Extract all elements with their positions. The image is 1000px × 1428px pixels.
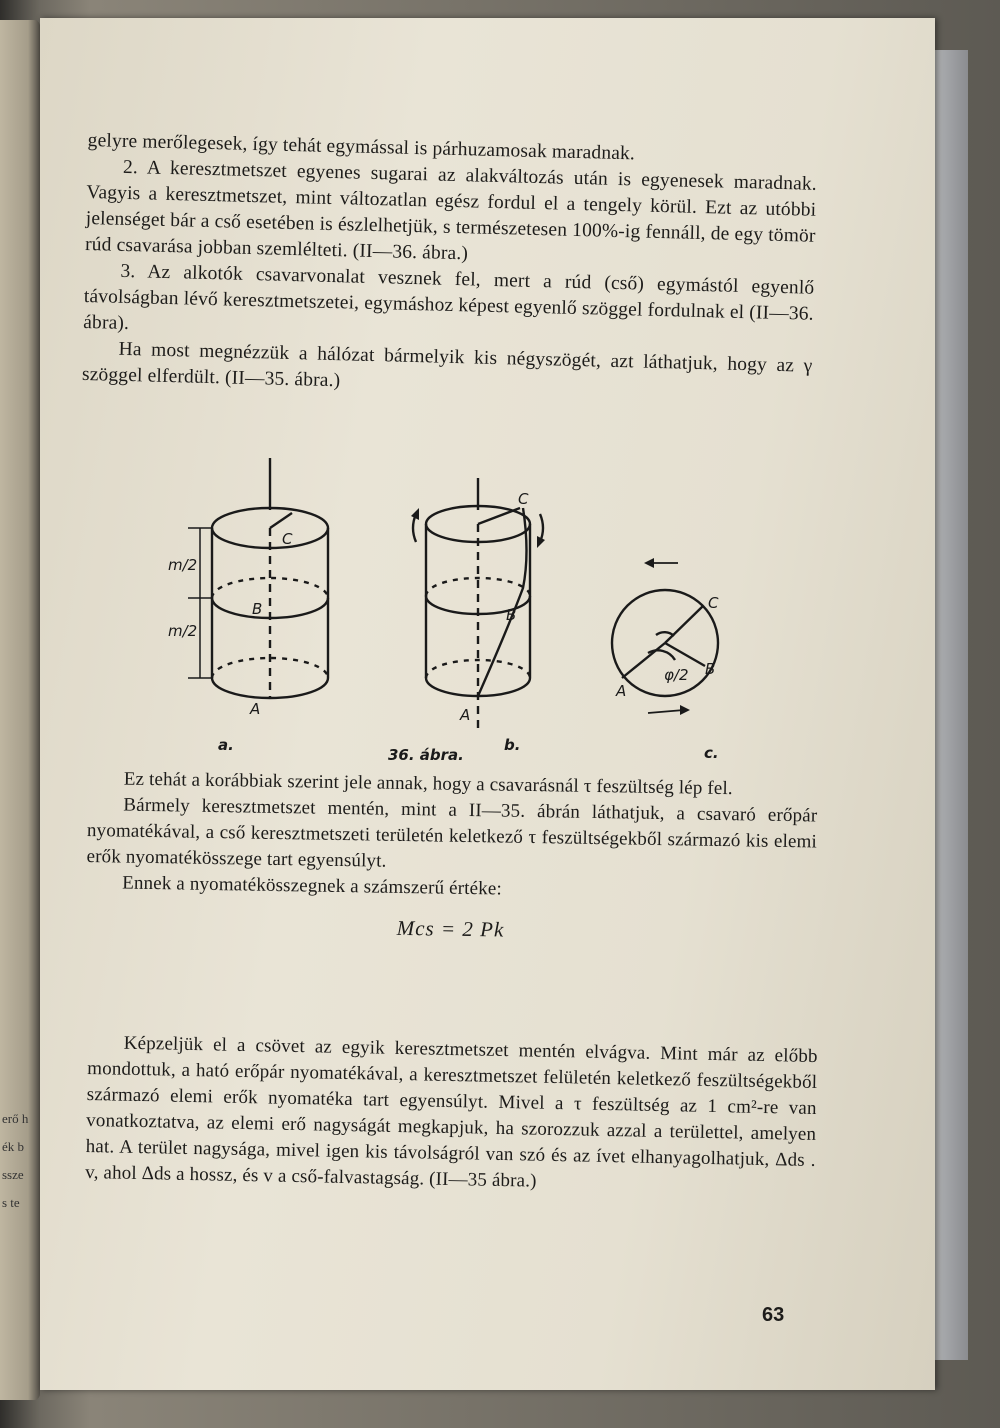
point-b-a: B	[252, 600, 263, 618]
paragraph: Képzeljük el a csövet az egyik keresztmetszet mentén elvágva. Mint már az előbb mondottuk, a ható erőpár nyomatékával, a keresztmetszet felületén keletkező feszültségekből származó elemi erők nyomatéka tart egyensúlyt. Mivel a τ feszültség az 1 cm²-re van vonatkoztatva, az elemi erő nagyságát megkapjuk, ha szorozzuk azzal a területtel, amelyen hat. A terület nagysága, mivel igen kis távolságról van szó és az ívet elhanyagolhatjuk, Δds . v, ahol Δds a hossz, és v a cső-falvastagság. (II—35 ábra.)	[85, 1032, 818, 1192]
point-c-a: C	[282, 530, 293, 548]
page-number: 63	[762, 1304, 785, 1326]
point-c-c: C	[708, 594, 719, 612]
dim-label-top: m/2	[168, 556, 198, 574]
formula: Mcs = 2 Pk	[396, 915, 505, 942]
paragraph: gelyre merőlegesek, így tehát egymással is párhuzamosak maradnak.	[87, 129, 636, 165]
paragraph: Ez tehát a korábbiak szerint jele annak, hogy a csavarásnál τ feszültség lép fel.	[123, 768, 733, 800]
figure-a-cylinder	[188, 458, 328, 698]
text-block-last	[85, 1030, 818, 1200]
left-page-edge	[0, 20, 40, 1400]
angle-label: φ/2	[664, 666, 689, 684]
point-b-c: B	[705, 660, 716, 678]
figure-caption: 36. ábra.	[388, 746, 464, 764]
point-a-b: A	[460, 706, 471, 724]
sub-label-c: c.	[704, 744, 719, 762]
paragraph: 3. Az alkotók csavarvonalat vesznek fel, mert a rúd (cső) egymástól egyenlő távolságban lévő keresztmetszetei, egymáshoz képest egyenlő szöggel fordulnak el (II—36. ábra).	[82, 260, 815, 335]
sub-label-a: a.	[218, 736, 234, 754]
point-a-c: A	[616, 682, 627, 700]
sub-label-b: b.	[504, 736, 521, 754]
paragraph: Bármely keresztmetszet mentén, mint a II—35. ábrán láthatjuk, a csavaró erőpár nyomatékával, a cső keresztmetszeti területén keletkező τ feszültségekből származó kis elemi erők nyomatékösszege tart egyensúlyt.	[86, 794, 818, 872]
figure-36	[168, 468, 758, 764]
book-page	[40, 18, 935, 1390]
left-fragment: ssze	[2, 1167, 24, 1182]
left-fragment: s te	[2, 1195, 20, 1210]
point-b-b: B	[506, 606, 517, 624]
dim-label-bottom: m/2	[168, 622, 198, 640]
left-fragment: erő h	[2, 1111, 29, 1126]
paragraph: 2. A keresztmetszet egyenes sugarai az alakváltozás után is egyenesek maradnak. Vagyis a keresztmetszet, mint változatlan egész fordul el a tengely körül. Ezt az utóbbi jelenséget bár a cső esetében is észlelhetjük, s természetesen 100%-ig fennáll, de egy tömör rúd csavarása jobban szemlélteti. (II—36. ábra.)	[84, 156, 818, 265]
figure-c-circle	[612, 558, 718, 715]
point-c-b: C	[518, 490, 529, 508]
paragraph: Ha most megnézzük a hálózat bármelyik kis négyszögét, azt láthatjuk, hogy az γ szöggel elferdült. (II—35. ábra.)	[81, 338, 813, 392]
paragraph: Ennek a nyomatékösszegnek a számszerű értéke:	[122, 872, 503, 900]
left-page-fragments	[2, 1105, 38, 1295]
left-fragment: ék b	[2, 1139, 25, 1154]
point-a-a: A	[250, 700, 261, 718]
figure-b-cylinder	[411, 478, 545, 728]
text-block-top	[82, 128, 818, 406]
text-block-bottom	[85, 766, 818, 957]
